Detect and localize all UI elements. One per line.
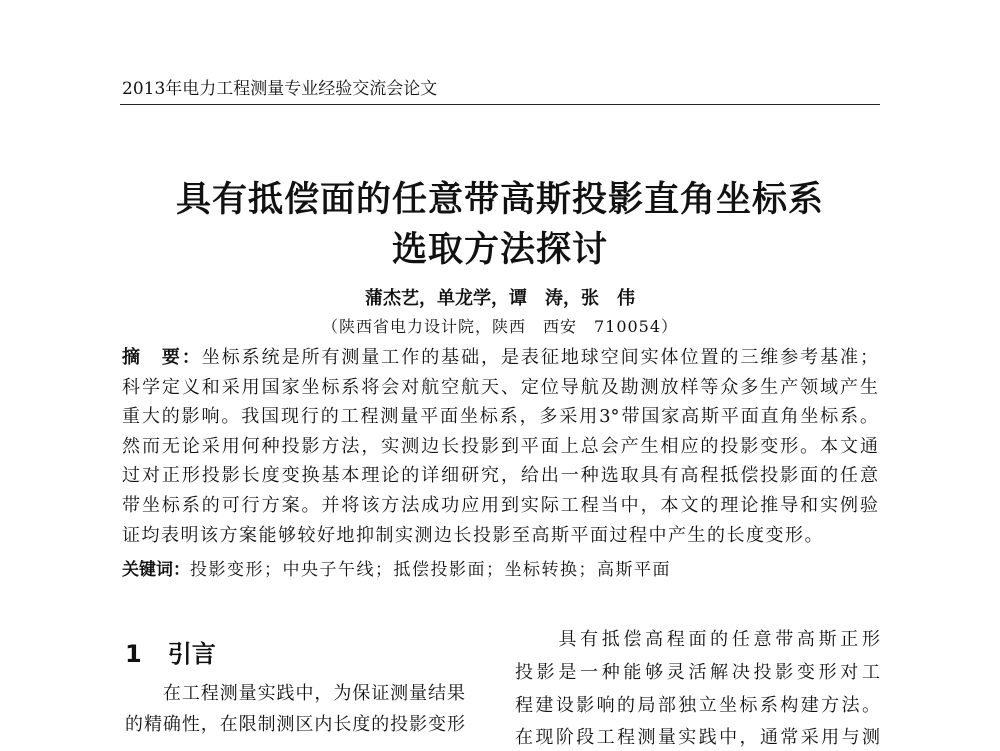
paper-title-line-2: 选取方法探讨 xyxy=(391,230,608,270)
abstract-line: 科学定义和采用国家坐标系将会对航空航天、定位导航及勘测放样等众多生产领域产生 xyxy=(122,377,878,398)
right-column-line: 投影是一种能够灵活解决投影变形对工 xyxy=(515,662,880,683)
left-column-line: 的精确性，在限制测区内长度的投影变形 xyxy=(125,714,465,735)
abstract-line: 摘 要：坐标系统是所有测量工作的基础，是表征地球空间实体位置的三维参考基准； xyxy=(122,347,879,368)
section-heading xyxy=(125,634,216,669)
header-rule xyxy=(120,104,880,105)
paper-title-line-1: 具有抵偿面的任意带高斯投影直角坐标系 xyxy=(175,180,824,220)
authors: 蒲杰艺，单龙学，谭 涛，张 伟 xyxy=(365,288,635,309)
right-column-line: 具有抵偿高程面的任意带高斯正形 xyxy=(515,629,880,650)
keywords xyxy=(122,555,671,580)
keywords-label: 关键词： xyxy=(122,560,190,580)
abstract-line: 过对正形投影长度变换基本理论的详细研究，给出一种选取具有高程抵偿投影面的任意 xyxy=(122,465,878,486)
section-number: 1 xyxy=(125,640,142,668)
keywords-list: 投影变形；中央子午线；抵偿投影面；坐标转换；高斯平面 xyxy=(190,560,671,580)
abstract-line: 然而无论采用何种投影方法，实测边长投影到平面上总会产生相应的投影变形。本文通 xyxy=(122,436,878,457)
abstract-line: 证均表明该方案能够较好地抑制实测边长投影至高斯平面过程中产生的长度变形。 xyxy=(122,525,824,546)
abstract-label: 摘 要： xyxy=(122,347,202,368)
right-column-line: 程建设影响的局部独立坐标系构建方法。 xyxy=(515,695,880,716)
affiliation: （陕西省电力设计院，陕西 西安 710054） xyxy=(321,317,679,336)
running-header: 2013年电力工程测量专业经验交流会论文 xyxy=(122,79,438,99)
right-column-line: 在现阶段工程测量实践中，通常采用与测 xyxy=(515,727,880,748)
abstract-line: 重大的影响。我国现行的工程测量平面坐标系，多采用3°带国家高斯平面直角坐标系。 xyxy=(122,406,878,427)
left-column-line: 在工程测量实践中，为保证测量结果 xyxy=(125,683,465,704)
abstract-line: 带坐标系的可行方案。并将该方法成功应用到实际工程当中，本文的理论推导和实例验 xyxy=(122,495,878,516)
section-title: 引言 xyxy=(167,640,216,668)
